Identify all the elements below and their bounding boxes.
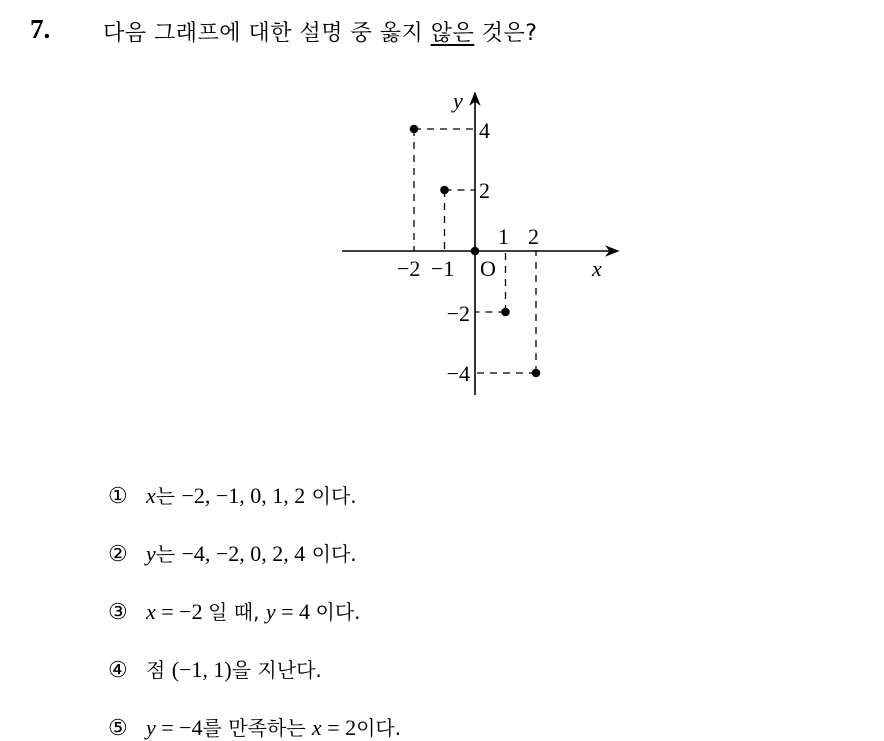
choice-3-var-x: x bbox=[146, 599, 156, 624]
x-axis-label: x bbox=[592, 256, 602, 281]
choice-2-number: ② bbox=[108, 541, 128, 566]
choice-5-var-x: x bbox=[311, 715, 322, 740]
choice-2[interactable] bbox=[108, 538, 357, 567]
choice-4[interactable] bbox=[108, 654, 322, 683]
origin-label: O bbox=[480, 256, 496, 281]
data-point-2 bbox=[471, 247, 480, 256]
choice-4-math: (−1, 1) bbox=[171, 657, 232, 682]
choice-4-ending: 을 지난다. bbox=[231, 658, 322, 682]
choice-5-text: 를 만족하는 bbox=[202, 716, 312, 740]
choice-5-var-y: y bbox=[146, 715, 156, 740]
choice-3-text: 일 때, bbox=[208, 600, 266, 624]
choice-2-ending: 이다. bbox=[305, 542, 357, 566]
y-tick-label-2: 2 bbox=[479, 178, 490, 203]
choice-1-ending: 이다. bbox=[305, 484, 357, 508]
choice-1-text: 는 bbox=[155, 484, 182, 508]
choice-1-math: −2, −1, 0, 1, 2 bbox=[181, 483, 306, 508]
choice-2-text: 는 bbox=[155, 542, 182, 566]
question-text-after: 것은? bbox=[474, 21, 538, 46]
data-point-3 bbox=[501, 308, 510, 317]
question-text-underlined: 않은 bbox=[430, 21, 475, 46]
choice-3-var-y: y bbox=[265, 599, 276, 624]
choice-2-var: y bbox=[146, 541, 156, 566]
question-number: 7. bbox=[30, 14, 51, 44]
data-point-4 bbox=[532, 369, 541, 378]
y-tick-label-neg2: −2 bbox=[446, 301, 470, 326]
x-tick-label-neg1: −1 bbox=[431, 256, 455, 281]
data-point-0 bbox=[410, 125, 419, 134]
question-text-before: 다음 그래프에 대한 설명 중 옳지 bbox=[103, 21, 431, 46]
choice-5-number: ⑤ bbox=[108, 715, 128, 740]
choice-1-number: ① bbox=[108, 483, 128, 508]
choice-4-text: 점 bbox=[146, 658, 172, 682]
choice-5[interactable] bbox=[108, 712, 401, 741]
choice-5-math-1: = −4 bbox=[155, 715, 203, 740]
y-tick-label-neg4: −4 bbox=[446, 361, 470, 386]
y-axis-label: y bbox=[453, 88, 463, 113]
data-point-1 bbox=[440, 186, 449, 195]
x-tick-label-2: 2 bbox=[528, 224, 539, 249]
choice-3-math-1: = −2 bbox=[155, 599, 209, 624]
x-tick-label-neg2: −2 bbox=[397, 256, 421, 281]
choice-3[interactable] bbox=[108, 596, 361, 625]
y-tick-label-4: 4 bbox=[479, 118, 490, 143]
choice-3-ending: 이다. bbox=[315, 600, 361, 624]
choice-5-ending: 이다. bbox=[356, 716, 402, 740]
choice-3-number: ③ bbox=[108, 599, 128, 624]
x-tick-label-1: 1 bbox=[498, 224, 509, 249]
choice-1[interactable] bbox=[108, 480, 357, 509]
choice-4-number: ④ bbox=[108, 657, 128, 682]
choice-2-math: −4, −2, 0, 2, 4 bbox=[181, 541, 306, 566]
choice-5-math-2: = 2 bbox=[321, 715, 357, 740]
choice-1-var: x bbox=[146, 483, 156, 508]
choice-3-math-2: = 4 bbox=[275, 599, 316, 624]
